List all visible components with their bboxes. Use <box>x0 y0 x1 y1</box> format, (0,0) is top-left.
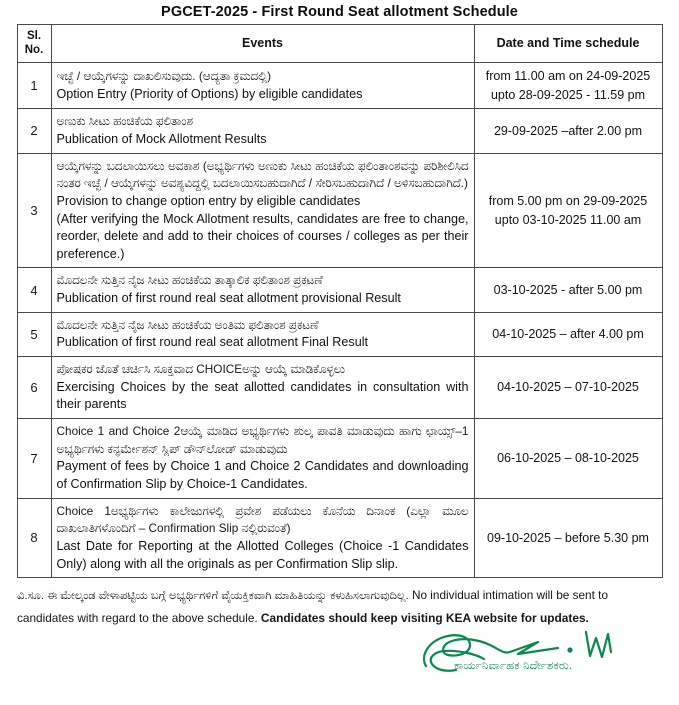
row-serial-number: 6 <box>17 357 51 419</box>
event-kannada-text: Choice 1 and Choice 2ಆಯ್ಕೆ ಮಾಡಿದ ಅಭ್ಯರ್ಥಿಗಳು ಶುಲ್ಕ ಪಾವತಿ ಮಾಡುವುದು ಹಾಗು ಛಾಯ್ಸ್–1 ಅಭ್ಯರ್ಥಿಗಳು ಕನ್ಫರ್ಮೇಶನ್ ಸ್ಲಿಪ್ ಡೌನ್‌ಲೋಡ್ ಮಾಡುವುದು <box>56 424 469 456</box>
row-event-cell <box>51 312 474 356</box>
row-date-cell <box>474 109 662 153</box>
row-date-cell <box>474 153 662 268</box>
date-line-1: 09-10-2025 – before 5.30 pm <box>487 530 649 545</box>
sl-no-line-2: No. <box>24 44 44 57</box>
table-row <box>17 109 662 153</box>
table-body <box>17 62 662 578</box>
footer-english-note: No individual intimation will be sent to candidates with regard to the above schedule. <box>17 588 609 626</box>
date-line-1: 04-10-2025 – 07-10-2025 <box>497 380 639 395</box>
event-kannada-text: ಮೊದಲನೇ ಸುತ್ತಿನ ನೈಜ ಸೀಟು ಹಂಚಿಕೆಯ ತಾತ್ಕಾಲಿಕ ಫಲಿತಾಂಶ ಪ್ರಕಟಣೆ <box>56 273 323 288</box>
footer-bold-note: Candidates should keep visiting KEA website for updates. <box>260 611 589 626</box>
table-row <box>17 419 662 499</box>
table-header-row <box>17 25 662 63</box>
signature-block <box>418 630 648 686</box>
row-date-cell <box>474 312 662 356</box>
event-kannada-text: Choice 1ಅಭ್ಯರ್ಥಿಗಳು ಕಾಲೇಜುಗಳಲ್ಲಿ ಪ್ರವೇಶ ಪಡೆಯಲು ಕೊನೆಯ ದಿನಾಂಕ (ಎಲ್ಲಾ ಮೂಲ ದಾಖಲಾತಿಗಳೊಂದಿಗೆ – Confirmation Slip ನಲ್ಲಿರುವಂತೆ) <box>56 503 469 536</box>
date-line-1: 03-10-2025 - after 5.00 pm <box>493 282 643 297</box>
event-english-text: Payment of fees by Choice 1 and Choice 2 Candidates and downloading of Confirmation Slip by Choice-1 Candidates. <box>56 459 469 491</box>
row-event-cell <box>51 109 474 153</box>
table-row <box>17 357 662 419</box>
table-row <box>17 62 662 109</box>
event-english-text: Publication of first round real seat allotment Final Result <box>56 335 368 350</box>
row-serial-number: 5 <box>17 312 51 356</box>
date-line-2: upto 28-09-2025 - 11.59 pm <box>490 87 646 102</box>
row-serial-number: 4 <box>17 268 51 312</box>
event-english-text: Last Date for Reporting at the Allotted Colleges (Choice -1 Candidates Only) along with all the originals as per Confirmation Slip slip. <box>56 539 469 571</box>
row-date-cell <box>474 62 662 109</box>
table-row <box>17 153 662 268</box>
signature-area <box>17 630 662 688</box>
date-line-1: from 11.00 am on 24-09-2025 <box>485 68 651 83</box>
footer-kannada-note: ವಿ.ಸೂ. ಈ ಮೇಲ್ಕಂಡ ವೇಳಾಪಟ್ಟಿಯ ಬಗ್ಗೆ ಅಭ್ಯರ್ಥಿಗಳಿಗೆ ವೈಯಕ್ತಿಕವಾಗಿ ಮಾಹಿತಿಯನ್ನು ಕಳುಹಿಸಲಾಗುವುದಿಲ್ಲ. <box>17 590 409 603</box>
row-serial-number: 8 <box>17 498 51 578</box>
event-english-text: Exercising Choices by the seat allotted candidates in consultation with their parents <box>56 379 469 412</box>
column-header-sl-no <box>17 25 51 63</box>
event-english-text: Publication of Mock Allotment Results <box>56 131 267 146</box>
signature-dot <box>567 648 572 653</box>
event-kannada-text: ಅಣುಕು ಸೀಟು ಹಂಚಿಕೆಯ ಫಲಿತಾಂಶ <box>56 114 193 129</box>
event-kannada-text: ಇಚ್ಛೆ / ಆಯ್ಕೆಗಳನ್ನು ದಾಖಲಿಸುವುದು. (ಆದ್ಯತಾ ಕ್ರಮದಲ್ಲಿ) <box>56 68 272 83</box>
row-date-cell <box>474 268 662 312</box>
event-kannada-text: ಆಯ್ಕೆಗಳನ್ನು ಬದಲಾಯಿಸಲು ಅವಕಾಶ (ಅಭ್ಯರ್ಥಿಗಳು ಅಣುಕು ಸೀಟು ಹಂಚಿಕೆಯ ಫಲಿಂತಾಂಶವನ್ನು ಪರಿಶೀಲಿಸಿದ ನಂತರ ಇಚ್ಛೆ / ಆಯ್ಕೆಗಳನ್ನು ಅವಶ್ಯವಿದ್ದಲ್ಲಿ ಬದಲಾಯಿಸಬಹುದಾಗಿದೆ / ಸೇರಿಸಬಹುದಾಗಿದೆ / ಅಳಿಸಬಹುದಾಗಿದೆ.) <box>56 158 469 191</box>
event-kannada-text: ಪೋಷಕರ ಜೊತೆ ಚರ್ಚಿಸಿ ಸೂಕ್ತವಾದ CHOICEಅನ್ನು ಆಯ್ಕೆ ಮಾಡಿಕೊಳ್ಳಲು <box>56 362 346 377</box>
table-row <box>17 312 662 356</box>
date-line-1: 04-10-2025 – after 4.00 pm <box>492 327 644 342</box>
event-english-text: Publication of first round real seat allotment provisional Result <box>56 291 401 306</box>
date-line-2: upto 03-10-2025 11.00 am <box>494 212 642 227</box>
row-event-cell <box>51 268 474 312</box>
date-line-1: 06-10-2025 – 08-10-2025 <box>497 450 639 465</box>
signature-designation: ಕಾರ್ಯನಿರ್ವಾಹಕ ನಿರ್ದೇಶಕರು. <box>454 660 573 673</box>
row-event-cell <box>51 419 474 499</box>
row-date-cell <box>474 419 662 499</box>
row-event-cell <box>51 153 474 268</box>
row-date-cell <box>474 357 662 419</box>
row-serial-number: 2 <box>17 109 51 153</box>
row-event-cell <box>51 62 474 109</box>
event-english-text: Provision to change option entry by eligible candidates <box>56 193 361 208</box>
row-serial-number: 3 <box>17 153 51 268</box>
event-english-note: (After verifying the Mock Allotment results, candidates are free to change, reorder, delete and add to their choices of courses / colleges as per their preference.) <box>56 211 469 261</box>
schedule-table <box>17 24 663 578</box>
footer-note <box>17 585 662 630</box>
column-header-events: Events <box>51 25 474 63</box>
table-row <box>17 498 662 578</box>
row-event-cell <box>51 357 474 419</box>
table-row <box>17 268 662 312</box>
date-line-1: from 5.00 pm on 29-09-2025 <box>488 193 648 208</box>
row-event-cell <box>51 498 474 578</box>
event-kannada-text: ಮೊದಲನೇ ಸುತ್ತಿನ ನೈಜ ಸೀಟು ಹಂಚಿಕೆಯ ಅಂತಿಮ ಫಲಿತಾಂಶ ಪ್ರಕಟಣೆ <box>56 317 319 332</box>
sl-no-line-1: Sl. <box>26 30 42 42</box>
row-serial-number: 7 <box>17 419 51 499</box>
event-english-text: Option Entry (Priority of Options) by eligible candidates <box>56 86 363 101</box>
row-serial-number: 1 <box>17 62 51 109</box>
date-line-1: 29-09-2025 –after 2.00 pm <box>493 123 643 138</box>
column-header-date-time: Date and Time schedule <box>474 25 662 63</box>
page-title: PGCET-2025 - First Round Seat allotment Schedule <box>161 4 518 20</box>
row-date-cell <box>474 498 662 578</box>
